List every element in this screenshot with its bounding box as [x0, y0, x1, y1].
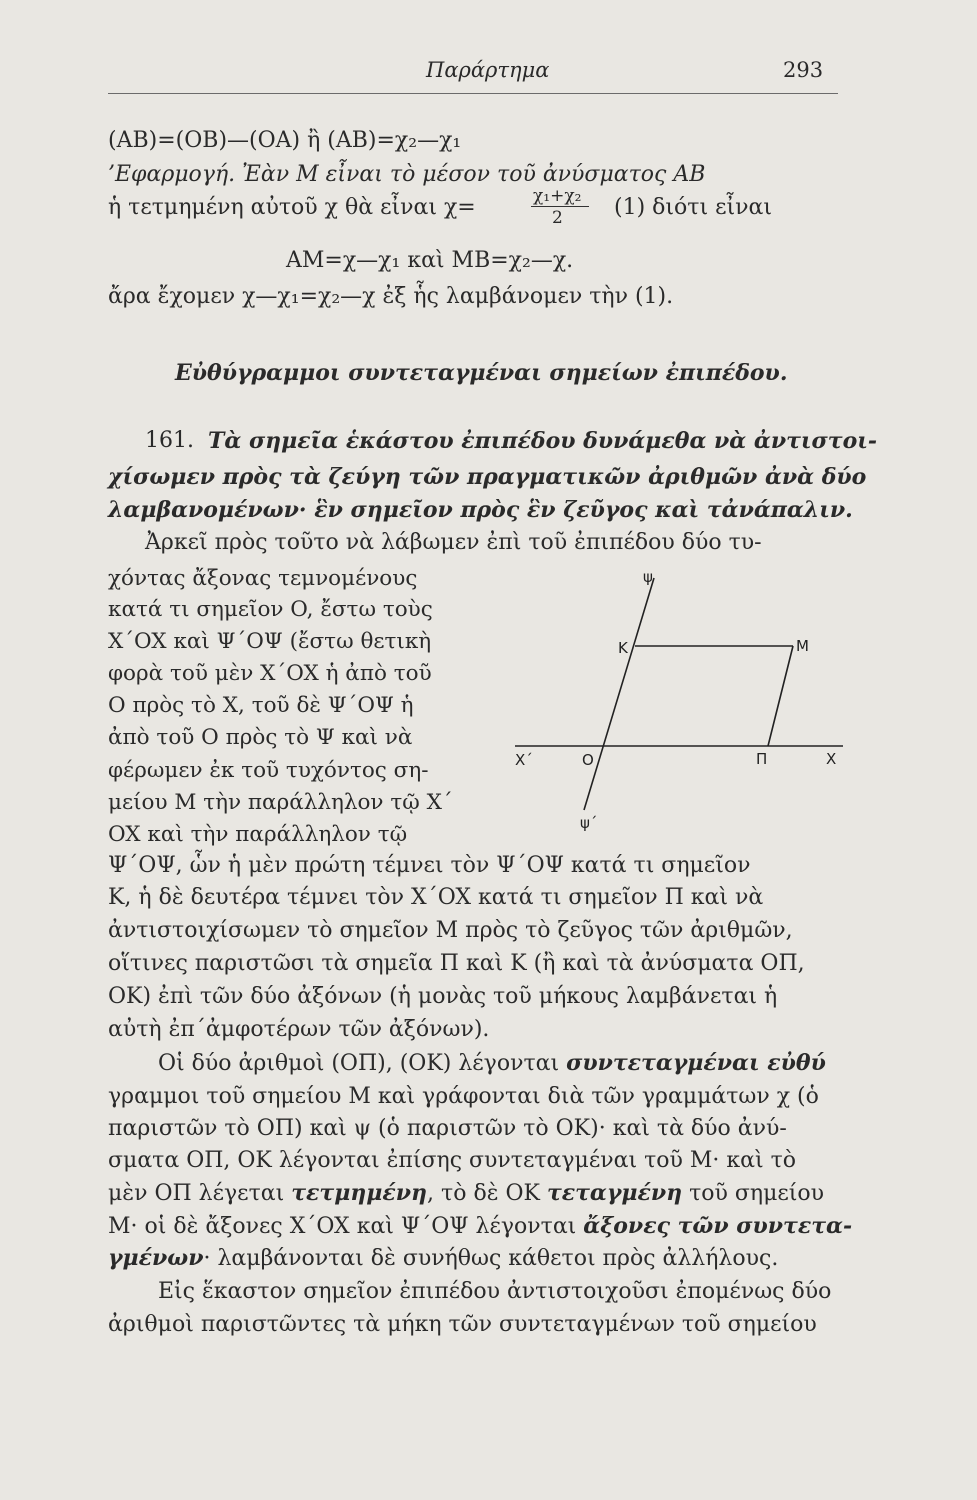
page-number: 293	[783, 58, 824, 82]
equation-line: AM=χ—χ₁ καὶ MB=χ₂—χ.	[286, 248, 574, 273]
body-line: X΄OX καὶ Ψ΄OΨ (ἔστω θετικὴ	[108, 629, 432, 654]
body-line: Ψ΄OΨ, ὧν ἡ μὲν πρώτη τέμνει τὸν Ψ΄OΨ κατά τι σημεῖον	[108, 853, 751, 878]
fraction-bar	[531, 206, 589, 207]
body-line: φορὰ τοῦ μὲν X΄OX ἡ ἀπὸ τοῦ	[108, 661, 432, 686]
label-psi: ψ	[643, 568, 653, 586]
label-pi: Π	[756, 750, 768, 768]
label-m: M	[796, 637, 809, 655]
section-title-line: χίσωμεν πρὸς τὰ ζεύγη τῶν πραγματικῶν ἀριθμῶν ἀνὰ δύο	[108, 464, 867, 490]
text-span: Οἱ δύο ἀριθμοὶ (OΠ), (OK) λέγονται	[158, 1051, 567, 1076]
label-o: O	[582, 751, 594, 769]
body-line: παριστῶν τὸ OΠ) καὶ ψ (ὁ παριστῶν τὸ OK)· καὶ τὰ δύο ἀνύ-	[108, 1116, 787, 1141]
body-line: γραμμοι τοῦ σημείου M καὶ γράφονται διὰ τῶν γραμμάτων χ (ὁ	[108, 1084, 819, 1109]
body-line: σματα OΠ, OK λέγονται ἐπίσης συντεταγμέναι τοῦ M· καὶ τὸ	[108, 1148, 797, 1173]
text-line: ἄρα ἔχομεν χ—χ₁=χ₂—χ ἐξ ἧς λαμβάνομεν τὴν (1).	[108, 284, 674, 309]
body-line: οἵτινες παριστῶσι τὰ σημεῖα Π καὶ K (ἢ καὶ τὰ ἀνύσματα OΠ,	[108, 951, 805, 976]
body-line: OX καὶ τὴν παράλληλον τῷ	[108, 822, 408, 847]
label-x: X	[826, 750, 837, 768]
body-line	[158, 1049, 826, 1078]
body-line: ἀντιστοιχίσωμεν τὸ σημεῖον M πρὸς τὸ ζεῦγος τῶν ἀριθμῶν,	[108, 918, 793, 943]
term-emphasis: τεταγμένη	[546, 1180, 683, 1206]
text-line: (1) διότι εἶναι	[614, 195, 772, 220]
psi-axis-line	[584, 578, 654, 810]
body-line: O πρὸς τὸ X, τοῦ δὲ Ψ΄OΨ ἡ	[108, 693, 414, 718]
body-line: Ἀρκεῖ πρὸς τοῦτο νὰ λάβωμεν ἐπὶ τοῦ ἐπιπέδου δύο τυ-	[145, 530, 762, 555]
text-span: · λαμβάνονται δὲ συνήθως κάθετοι πρὸς ἀλλήλους.	[203, 1246, 779, 1271]
section-heading: Εὐθύγραμμοι συντεταγμέναι σημείων ἐπιπέδου.	[175, 360, 788, 386]
term-emphasis: τετμημένη	[291, 1180, 428, 1206]
text-line: ἡ τετμημένη αὐτοῦ χ θὰ εἶναι χ=	[108, 195, 476, 220]
text-span: τοῦ σημείου	[682, 1181, 825, 1206]
body-line	[108, 1179, 824, 1208]
fraction-numerator: χ₁+χ₂	[533, 186, 582, 206]
body-line: ἀριθμοὶ παριστῶντες τὰ μήκη τῶν συντεταγμένων τοῦ σημείου	[108, 1312, 817, 1337]
equation-line: (AB)=(OB)—(OA) ἢ (AB)=χ₂—χ₁	[108, 128, 462, 153]
application-line: ’Εφαρμογή. Ἐὰν M εἶναι τὸ μέσον τοῦ ἀνύσματος AB	[108, 162, 706, 187]
body-line: μείου M τὴν παράλληλον τῷ X΄	[108, 790, 453, 815]
text-span: , τὸ δὲ OK	[427, 1181, 547, 1206]
body-line: K, ἡ δὲ δευτέρα τέμνει τὸν X΄OX κατά τι σημεῖον Π καὶ νὰ	[108, 885, 764, 910]
header-rule	[108, 93, 838, 94]
term-emphasis: συντεταγμέναι εὐθύ	[566, 1050, 826, 1076]
body-line: αὐτὴ ἐπ΄ἀμφοτέρων τῶν ἀξόνων).	[108, 1017, 490, 1042]
coordinate-axes-figure	[508, 560, 848, 840]
label-x-prime: X΄	[515, 751, 533, 769]
body-line	[108, 1212, 852, 1241]
section-title-line: Τὰ σημεῖα ἑκάστου ἐπιπέδου δυνάμεθα νὰ ἀντιστοι-	[208, 428, 878, 454]
label-k: K	[618, 639, 628, 657]
label-psi-prime: ψ΄	[580, 814, 598, 832]
text-span: μὲν OΠ λέγεται	[108, 1181, 292, 1206]
term-emphasis: ἄξονες τῶν συντετα-	[583, 1213, 853, 1239]
body-line	[108, 1244, 778, 1273]
body-line: χόντας ἄξονας τεμνομένους	[108, 566, 418, 591]
body-line: κατά τι σημεῖον O, ἔστω τοὺς	[108, 597, 433, 622]
term-emphasis: γμένων	[108, 1245, 204, 1271]
running-header-title: Παράρτημα	[426, 58, 550, 82]
parallel-line-mpi	[768, 646, 793, 746]
body-line: OK) ἐπὶ τῶν δύο ἀξόνων (ἡ μονὰς τοῦ μήκους λαμβάνεται ἡ	[108, 984, 778, 1009]
body-line: Εἰς ἕκαστον σημεῖον ἐπιπέδου ἀντιστοιχοῦσι ἐπομένως δύο	[158, 1279, 832, 1304]
text-span: M· οἱ δὲ ἄξονες X΄OX καὶ Ψ΄OΨ λέγονται	[108, 1214, 584, 1239]
section-number: 161.	[145, 428, 194, 453]
section-title-line: λαμβανομένων· ἓν σημεῖον πρὸς ἓν ζεῦγος καὶ τἀνάπαλιν.	[108, 497, 853, 523]
body-line: ἀπὸ τοῦ O πρὸς τὸ Ψ καὶ νὰ	[108, 725, 413, 750]
fraction-denominator: 2	[552, 208, 563, 228]
body-line: φέρωμεν ἐκ τοῦ τυχόντος ση-	[108, 758, 429, 783]
